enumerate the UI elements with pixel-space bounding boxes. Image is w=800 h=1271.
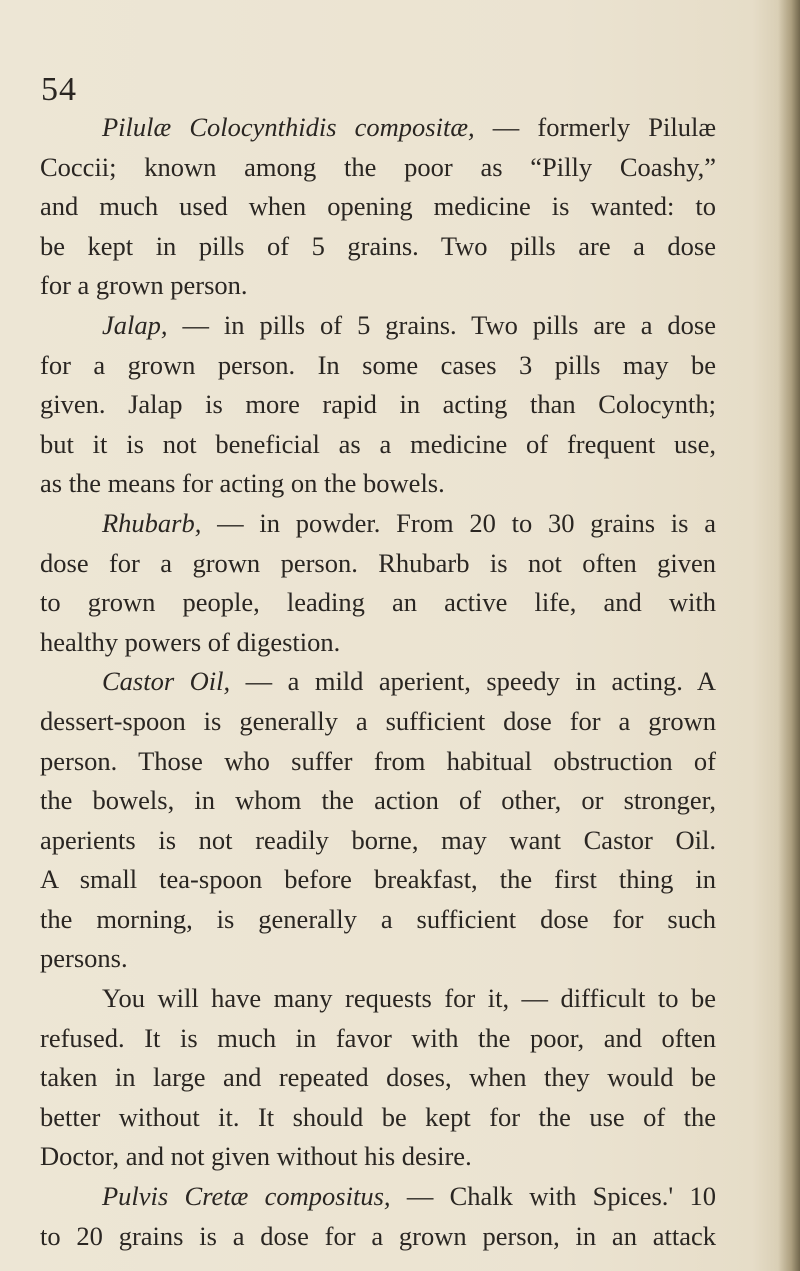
text-line	[40, 425, 716, 465]
text-line	[40, 108, 716, 148]
line-text: persons.	[40, 943, 128, 974]
line-text: person. Those who suffer from habitual obstruction of	[40, 745, 716, 776]
text-line	[40, 1217, 716, 1257]
line-text: better without it. It should be kept for the use of the	[40, 1101, 716, 1132]
line-text: aperients is not readily borne, may want Castor Oil.	[40, 824, 716, 855]
line-text: but it is not beneficial as a medicine of frequent use,	[40, 428, 716, 459]
italic-term: Pulvis Cretæ compositus,	[102, 1181, 391, 1212]
line-text: given. Jalap is more rapid in acting than Colocynth;	[40, 389, 716, 420]
text-line	[40, 1137, 716, 1177]
text-line	[40, 227, 716, 267]
body-text	[40, 108, 716, 1256]
text-line	[40, 623, 716, 663]
line-text: to grown people, leading an active life, and with	[40, 587, 716, 618]
text-line	[40, 939, 716, 979]
text-line	[40, 346, 716, 386]
text-line	[40, 900, 716, 940]
line-text: — in pills of 5 grains. Two pills are a dose	[167, 309, 716, 340]
text-line	[40, 544, 716, 584]
text-line	[40, 464, 716, 504]
line-text: — Chalk with Spices.' 10	[390, 1181, 716, 1212]
text-line	[40, 504, 716, 544]
text-line	[40, 306, 716, 346]
page-edge-shadow	[778, 0, 800, 1271]
line-text: Coccii; known among the poor as “Pilly Coashy,”	[40, 151, 716, 182]
line-text: refused. It is much in favor with the poor, and often	[40, 1022, 716, 1053]
line-text: as the means for acting on the bowels.	[40, 468, 445, 499]
text-line	[40, 702, 716, 742]
italic-term: Jalap,	[102, 309, 168, 340]
line-text: taken in large and repeated doses, when they would be	[40, 1062, 716, 1093]
text-line	[40, 148, 716, 188]
text-line	[40, 781, 716, 821]
text-line	[40, 979, 716, 1019]
line-text: — in powder. From 20 to 30 grains is a	[201, 507, 716, 538]
line-text: Doctor, and not given without his desire.	[40, 1141, 472, 1172]
text-line	[40, 1177, 716, 1217]
line-text: You will have many requests for it, — difficult to be	[102, 983, 716, 1014]
text-line	[40, 187, 716, 227]
line-text: A small tea-spoon before breakfast, the first thing in	[40, 864, 716, 895]
text-line	[40, 1098, 716, 1138]
italic-term: Rhubarb,	[102, 507, 202, 538]
line-text: — a mild aperient, speedy in acting. A	[230, 666, 717, 697]
text-line	[40, 385, 716, 425]
text-line	[40, 1019, 716, 1059]
text-line	[40, 860, 716, 900]
line-text: — formerly Pilulæ	[474, 112, 716, 142]
line-text: to 20 grains is a dose for a grown person, in an attack	[40, 1220, 716, 1251]
italic-term: Castor Oil,	[102, 666, 231, 697]
line-text: dessert-spoon is generally a sufficient dose for a grown	[40, 705, 716, 736]
italic-term: Pilulæ Colocynthidis compositæ,	[102, 112, 475, 142]
line-text: and much used when opening medicine is wanted: to	[40, 191, 716, 222]
line-text: the bowels, in whom the action of other, or stronger,	[40, 785, 716, 816]
line-text: dose for a grown person. Rhubarb is not often given	[40, 547, 716, 578]
text-line	[40, 266, 716, 306]
line-text: for a grown person. In some cases 3 pills may be	[40, 349, 716, 380]
text-line	[40, 821, 716, 861]
text-line	[40, 583, 716, 623]
line-text: healthy powers of digestion.	[40, 626, 341, 657]
line-text: the morning, is generally a sufficient dose for such	[40, 903, 716, 934]
text-line	[40, 742, 716, 782]
line-text: for a grown person.	[40, 270, 248, 301]
page-number: 54	[41, 71, 77, 108]
text-line	[40, 662, 716, 702]
text-line	[40, 1058, 716, 1098]
line-text: be kept in pills of 5 grains. Two pills are a dose	[40, 230, 716, 261]
